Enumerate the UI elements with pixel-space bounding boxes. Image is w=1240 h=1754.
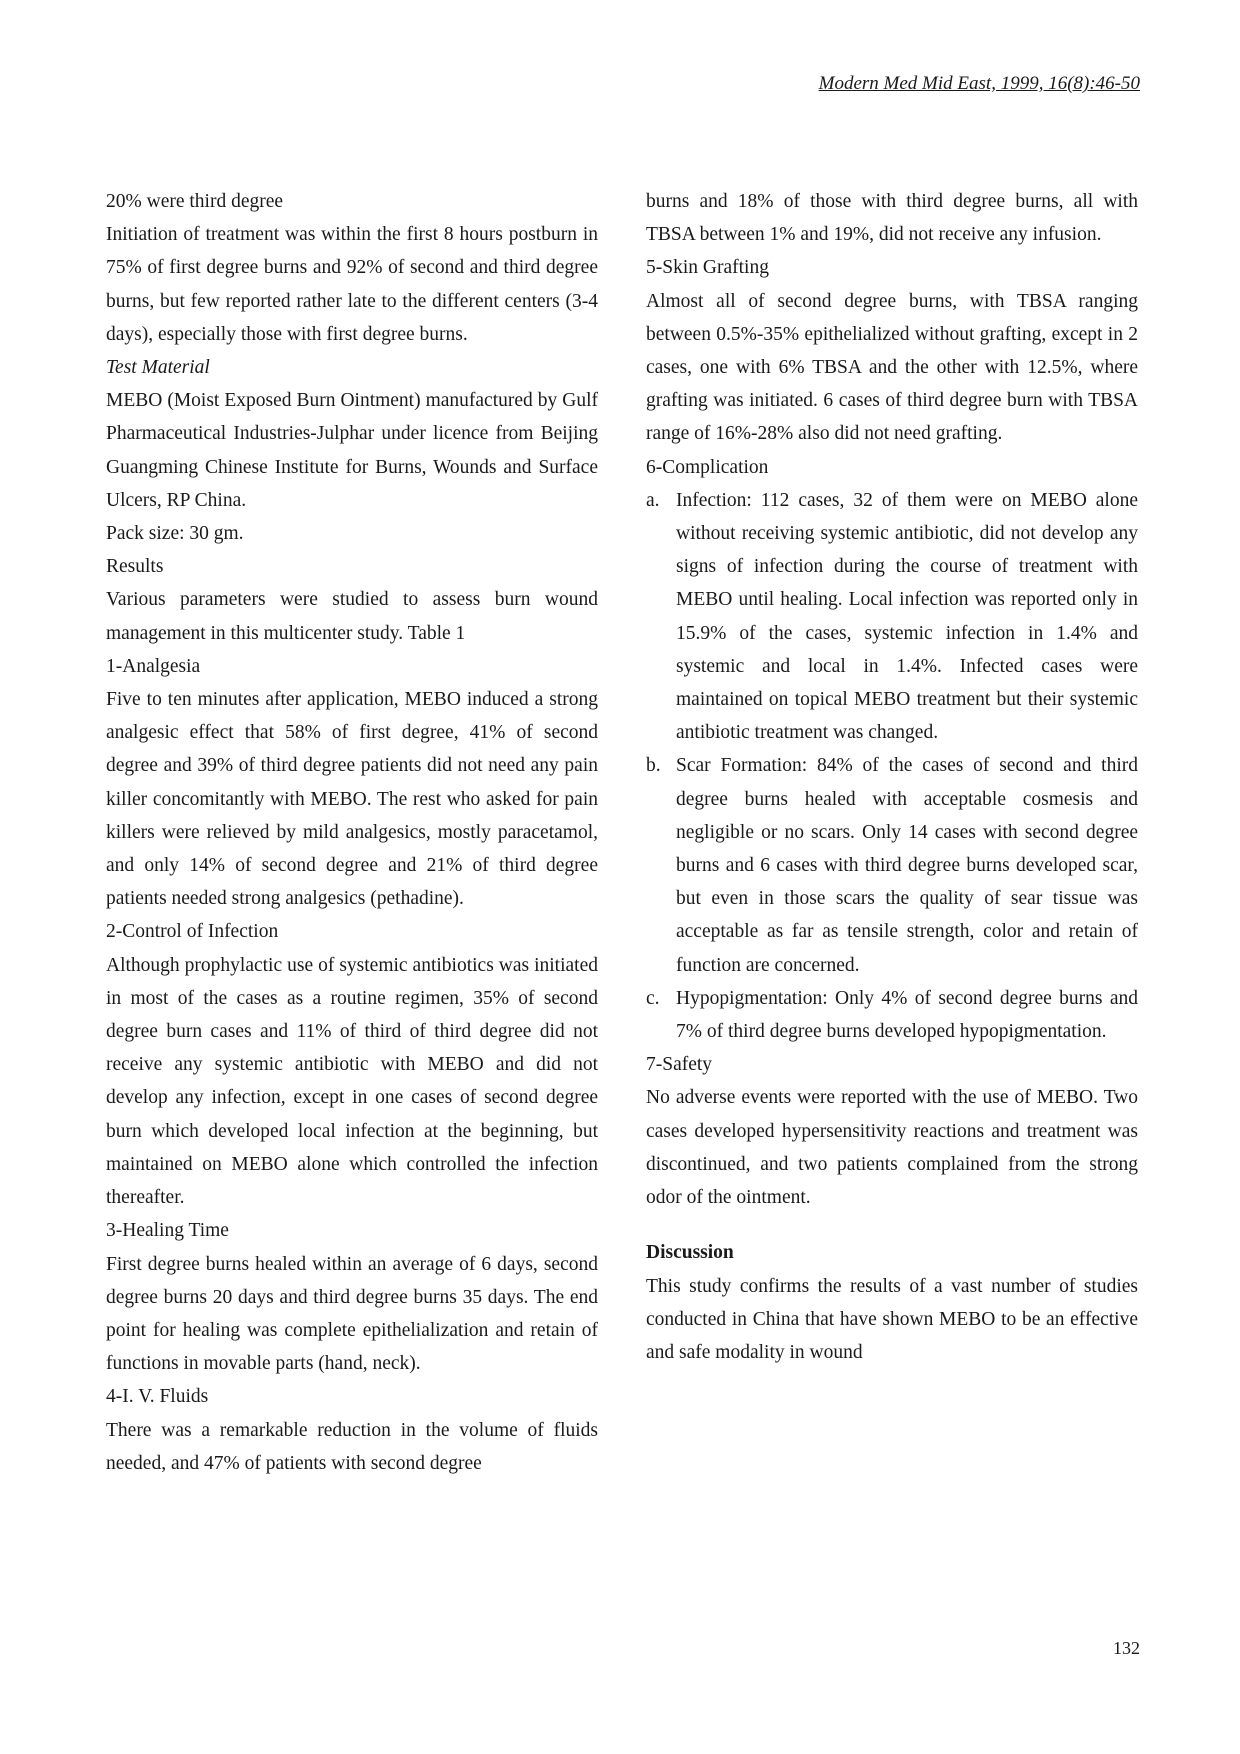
heading-discussion: Discussion (646, 1242, 734, 1264)
paragraph-analgesia: Five to ten minutes after application, MEBO induced a strong analgesic effect that 58% of first degree, 41% of second degree and 39% of third degree patients did not need any pain killer concomitantly with MEBO. The rest who asked for pain killers were relieved by mild analgesics, mostly paracetamol, and only 14% of second degree and 21% of third degree patients needed strong analgesics (pethadine). (106, 689, 598, 910)
heading-analgesia: 1-Analgesia (106, 655, 201, 677)
paragraph-control-of-infection: Although prophylactic use of systemic antibiotics was initiated in most of the cases as a routine regimen, 35% of second degree burn cases and 11% of third of third degree did not receive any systemic antibiotic with MEBO and did not develop any infection, except in one cases of second degree burn which developed local infection at the beginning, but maintained on MEBO alone which controlled the infection thereafter. (106, 954, 598, 1209)
paragraph-discussion: This study confirms the results of a vast number of studies conducted in China that have shown MEBO to be an effective and safe modality in wound (646, 1275, 1138, 1363)
heading-complication: 6-Complication (646, 456, 769, 478)
running-header-citation: Modern Med Mid East, 1999, 16(8):46-50 (818, 73, 1140, 94)
paragraph-pack-size: Pack size: 30 gm. (106, 523, 244, 545)
paragraph-healing-time: First degree burns healed within an average of 6 days, second degree burns 20 days and third degree burns 35 days. The end point for healing was complete epithelialization and retain of functions in movable parts (hand, neck). (106, 1253, 598, 1375)
heading-results: Results (106, 556, 164, 578)
paragraph-iv-fluids-continued: burns and 18% of those with third degree burns, all with TBSA between 1% and 19%, did not receive any infusion. (646, 191, 1138, 246)
right-column (646, 185, 1138, 1369)
list-item-text: Infection: 112 cases, 32 of them were on MEBO alone without receiving systemic antibiotic, did not develop any signs of infection during the course of treatment with MEBO until healing. Local infection was reported only in 15.9% of the cases, systemic infection in 1.4% and systemic and local in 1.4%. Infected cases were maintained on topical MEBO treatment but their systemic antibiotic treatment was changed. (676, 489, 1138, 744)
paragraph-third-degree-fragment: 20% were third degree (106, 191, 284, 212)
list-item-text: Scar Formation: 84% of the cases of second and third degree burns healed with acceptable cosmesis and negligible or no scars. Only 14 cases with second degree burns and 6 cases with third degree burns developed scar, but even in those scars the quality of sear tissue was acceptable as far as tensile strength, color and retain of function are concerned. (676, 755, 1138, 976)
list-item-scar-formation (646, 749, 1138, 981)
list-marker: a. (646, 489, 660, 511)
paragraph-mebo-manufacture: MEBO (Moist Exposed Burn Ointment) manufactured by Gulf Pharmaceutical Industries-Julphar under licence from Beijing Guangming Chinese Institute for Burns, Wounds and Surface Ulcers, RP China. (106, 390, 598, 511)
list-item-hypopigmentation (646, 982, 1138, 1048)
list-marker: c. (646, 987, 660, 1009)
list-marker: b. (646, 755, 661, 777)
heading-control-of-infection: 2-Control of Infection (106, 921, 279, 943)
heading-skin-grafting: 5-Skin Grafting (646, 257, 769, 279)
paragraph-skin-grafting: Almost all of second degree burns, with TBSA ranging between 0.5%-35% epithelialized without grafting, except in 2 cases, one with 6% TBSA and the other with 12.5%, where grafting was initiated. 6 cases of third degree burn with TBSA range of 16%-28% also did not need grafting. (646, 290, 1138, 445)
paragraph-results: Various parameters were studied to assess burn wound management in this multicenter study. Table 1 (106, 589, 598, 644)
paragraph-treatment-initiation: Initiation of treatment was within the first 8 hours postburn in 75% of first degree burns and 92% of second and third degree burns, but few reported rather late to the different centers (3-4 days), especially those with first degree burns. (106, 224, 598, 345)
heading-iv-fluids: 4-I. V. Fluids (106, 1386, 209, 1408)
paragraph-iv-fluids: There was a remarkable reduction in the volume of fluids needed, and 47% of patients with second degree (106, 1419, 598, 1474)
heading-healing-time: 3-Healing Time (106, 1220, 229, 1242)
heading-test-material: Test Material (106, 357, 210, 379)
paragraph-safety: No adverse events were reported with the use of MEBO. Two cases developed hypersensitivity reactions and treatment was discontinued, and two patients complained from the strong odor of the ointment. (646, 1087, 1138, 1209)
list-item-text: Hypopigmentation: Only 4% of second degree burns and 7% of third degree burns developed hypopigmentation. (676, 987, 1138, 1043)
list-item-infection (646, 484, 1138, 750)
heading-safety: 7-Safety (646, 1054, 713, 1076)
page-number: 132 (1113, 1638, 1140, 1658)
left-column (106, 185, 598, 1480)
